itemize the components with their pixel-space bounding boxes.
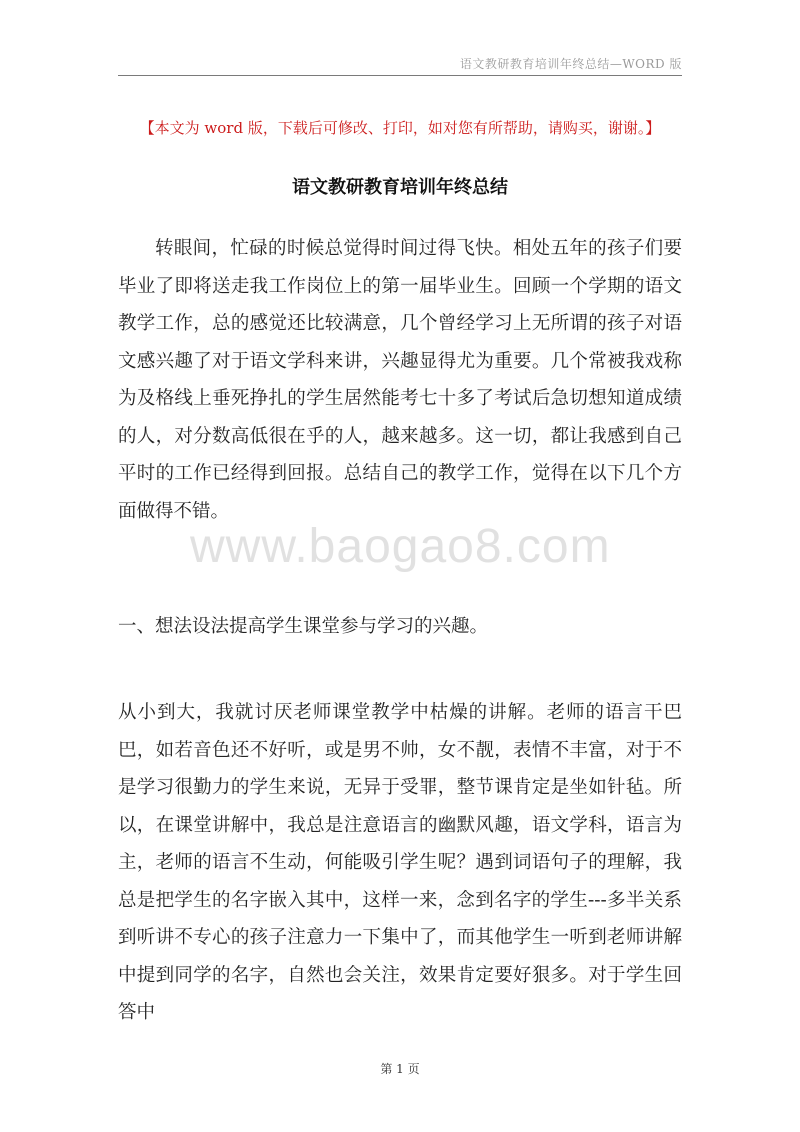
watermark: www.baogao8.com	[190, 520, 611, 573]
running-header: 语文教研教育培训年终总结—WORD 版	[459, 57, 682, 71]
page-number: 第 1 页	[380, 1062, 420, 1076]
document-title: 语文教研教育培训年终总结	[292, 177, 508, 198]
intro-paragraph: 转眼间，忙碌的时候总觉得时间过得飞快。相处五年的孩子们要毕业了即将送走我工作岗位上的第一届毕业生。回顾一个学期的语文教学工作，总的感觉还比较满意，几个曾经学习上无所谓的孩子对语文感兴趣了对于语文学科来讲，兴趣显得尤为重要。几个常被我戏称为及格线上垂死挣扎的学生居然能考七十多了考试后急切想知道成绩的人，对分数高低很在乎的人，越来越多。这一切，都让我感到自己平时的工作已经得到回报。总结自己的教学工作，觉得在以下几个方面做得不错。	[118, 238, 682, 522]
download-notice: 【本文为 word 版，下载后可修改、打印，如对您有所帮助，请购买，谢谢。】	[139, 119, 661, 137]
header-divider	[118, 75, 682, 76]
section-heading: 一、想法设法提高学生课堂参与学习的兴趣。	[118, 616, 489, 637]
body-paragraph: 从小到大，我就讨厌老师课堂教学中枯燥的讲解。老师的语言干巴巴，如若音色还不好听，或是男不帅，女不靓，表情不丰富，对于不是学习很勤力的学生来说，无异于受罪，整节课肯定是坐如针毡。所以，在课堂讲解中，我总是注意语言的幽默风趣，语文学科，语言为主，老师的语言不生动，何能吸引学生呢？遇到词语句子的理解，我总是把学生的名字嵌入其中，这样一来，念到名字的学生---多半关系到听讲不专心的孩子注意力一下集中了，而其他学生一听到老师讲解中提到同学的名字，自然也会关注，效果肯定要好狠多。对于学生回答中	[118, 702, 682, 1023]
